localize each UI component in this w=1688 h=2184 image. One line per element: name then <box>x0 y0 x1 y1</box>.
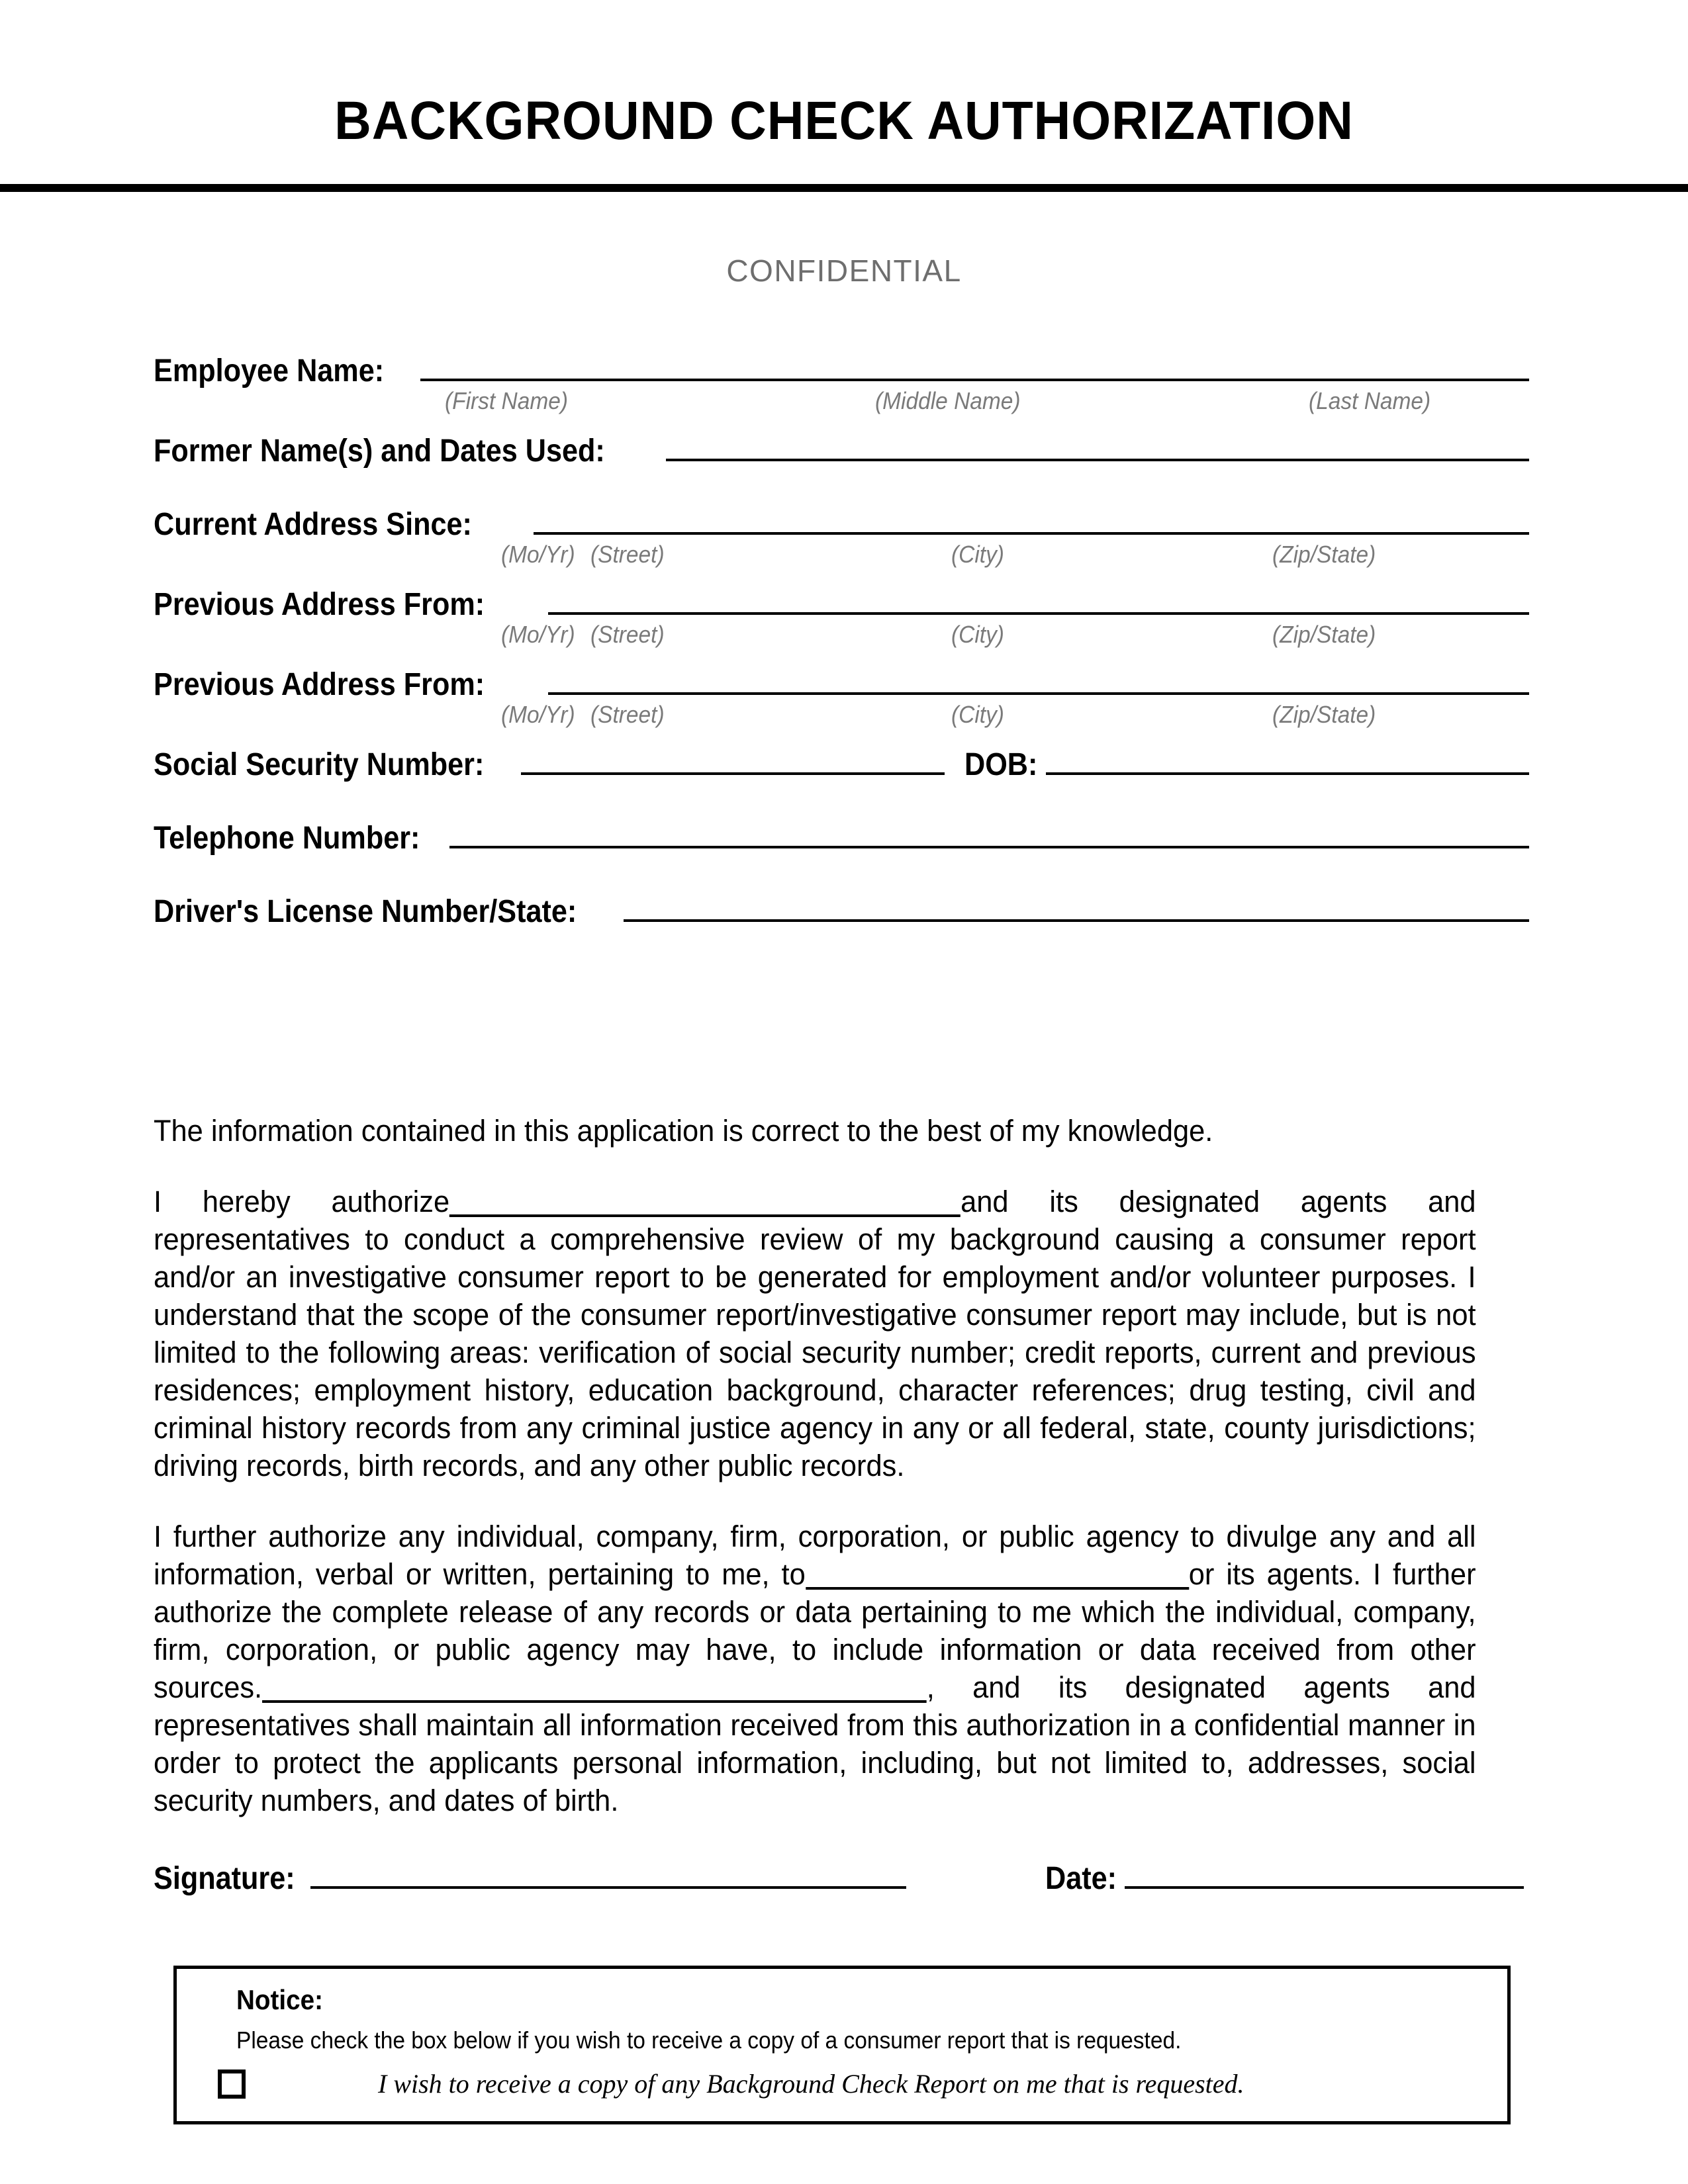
field-employee-name <box>154 344 1529 387</box>
spacer <box>154 781 1529 811</box>
notice-heading: Notice: <box>236 1984 323 2015</box>
caption-zipstate-2: (Zip/State) <box>1272 621 1376 648</box>
caption-zipstate-3: (Zip/State) <box>1272 701 1376 728</box>
signature-row <box>154 1853 1524 1897</box>
previous-address-2-input[interactable] <box>548 658 1529 695</box>
drivers-license-label: Driver's License Number/State: <box>154 894 577 929</box>
caption-zipstate-1: (Zip/State) <box>1272 541 1376 568</box>
ssn-input[interactable] <box>521 738 945 775</box>
employee-name-captions <box>154 387 1529 424</box>
paragraph-statement: The information contained in this application is correct to the best of my knowledge. <box>154 1114 1213 1148</box>
receive-copy-checkbox[interactable] <box>218 2070 246 2099</box>
field-drivers-license <box>154 885 1529 928</box>
further-authorize-mid-text: or its agents. I further authorize the complete release of any records or data pertaining to me which the individual, company, firm, corporation, or public agency may have, to include information or data received from other sources. <box>154 1557 1476 1704</box>
paragraph-authorize-2 <box>154 1518 1476 1819</box>
paragraph-authorize-1 <box>154 1183 1476 1484</box>
current-address-label: Current Address Since: <box>154 507 472 542</box>
dob-label: DOB: <box>964 747 1038 782</box>
title-divider <box>0 184 1688 192</box>
field-ssn-dob <box>154 738 1529 781</box>
caption-city-2: (City) <box>951 621 1004 648</box>
spacer <box>154 467 1529 498</box>
further-authorize-post-text: , and its designated agents and representatives shall maintain all information received from this authorization in a confidential manner in order to protect the applicants personal information, including, but not limited to, addresses, social security numbers, and dates of birth. <box>154 1670 1476 1817</box>
caption-city-3: (City) <box>951 701 1004 728</box>
field-previous-address-1 <box>154 578 1529 621</box>
former-names-input[interactable] <box>666 424 1529 461</box>
ssn-label: Social Security Number: <box>154 747 485 782</box>
telephone-input[interactable] <box>449 811 1529 848</box>
caption-street-2: (Street) <box>590 621 665 648</box>
caption-last-name: (Last Name) <box>1309 387 1431 414</box>
authorize-post-text: and its designated agents and representatives to conduct a comprehensive review of my background causing a consumer report and/or an investigative consumer report to be generated for employment and/or volunteer purposes. I understand that the scope of the consumer report/investigative consumer report may include, but is not limited to the following areas: verification of social security number; credit reports, current and previous residences; employment history, education background, character references; drug testing, civil and criminal history records from any criminal justice agency in any or all federal, state, county jurisdictions; driving records, birth records, and any other public records. <box>154 1185 1476 1482</box>
dob-input[interactable] <box>1046 738 1530 775</box>
caption-moyr-1: (Mo/Yr) <box>501 541 575 568</box>
previous-address-2-label: Previous Address From: <box>154 667 485 702</box>
previous-address-2-captions <box>154 701 1529 738</box>
confidential-label: CONFIDENTIAL <box>726 253 962 288</box>
employee-name-input[interactable] <box>420 344 1529 381</box>
field-previous-address-2 <box>154 658 1529 701</box>
caption-first-name: (First Name) <box>445 387 568 414</box>
notice-content <box>177 1969 1507 2099</box>
caption-street-3: (Street) <box>590 701 665 728</box>
notice-box <box>173 1966 1511 2124</box>
signature-label: Signature: <box>154 1861 295 1896</box>
notice-instruction: Please check the box below if you wish to receive a copy of a consumer report that is requested. <box>236 2026 1182 2054</box>
field-former-names <box>154 424 1529 467</box>
body-text <box>154 1112 1524 1819</box>
authorize-company-blank[interactable] <box>449 1185 961 1217</box>
authorize-pre-text: I hereby authorize <box>154 1185 450 1218</box>
signature-input[interactable] <box>310 1853 906 1889</box>
former-names-label: Former Name(s) and Dates Used: <box>154 433 605 469</box>
previous-address-1-label: Previous Address From: <box>154 587 485 622</box>
caption-city-1: (City) <box>951 541 1004 568</box>
previous-address-1-input[interactable] <box>548 578 1529 615</box>
page-title: BACKGROUND CHECK AUTHORIZATION <box>334 91 1354 151</box>
telephone-label: Telephone Number: <box>154 821 420 856</box>
notice-consent-row <box>236 2070 1507 2099</box>
caption-moyr-2: (Mo/Yr) <box>501 621 575 648</box>
current-address-captions <box>154 541 1529 578</box>
field-current-address <box>154 498 1529 541</box>
caption-moyr-3: (Mo/Yr) <box>501 701 575 728</box>
date-input[interactable] <box>1125 1853 1524 1889</box>
other-sources-blank[interactable] <box>262 1671 927 1703</box>
form-fields <box>154 344 1529 928</box>
further-authorize-pre-text: I further authorize any individual, company, firm, corporation, or public agency to divulge any and all information, verbal or written, pertaining to me, to <box>154 1520 1476 1591</box>
field-telephone <box>154 811 1529 854</box>
caption-street-1: (Street) <box>590 541 665 568</box>
receive-copy-label: I wish to receive a copy of any Background Check Report on me that is requested. <box>378 2069 1244 2099</box>
current-address-input[interactable] <box>534 498 1529 535</box>
spacer <box>154 854 1529 885</box>
divulge-to-blank[interactable] <box>806 1558 1189 1590</box>
drivers-license-input[interactable] <box>624 885 1529 922</box>
employee-name-label: Employee Name: <box>154 353 385 388</box>
previous-address-1-captions <box>154 621 1529 658</box>
caption-middle-name: (Middle Name) <box>875 387 1021 414</box>
date-label: Date: <box>1045 1861 1117 1896</box>
title-block <box>0 93 1688 150</box>
